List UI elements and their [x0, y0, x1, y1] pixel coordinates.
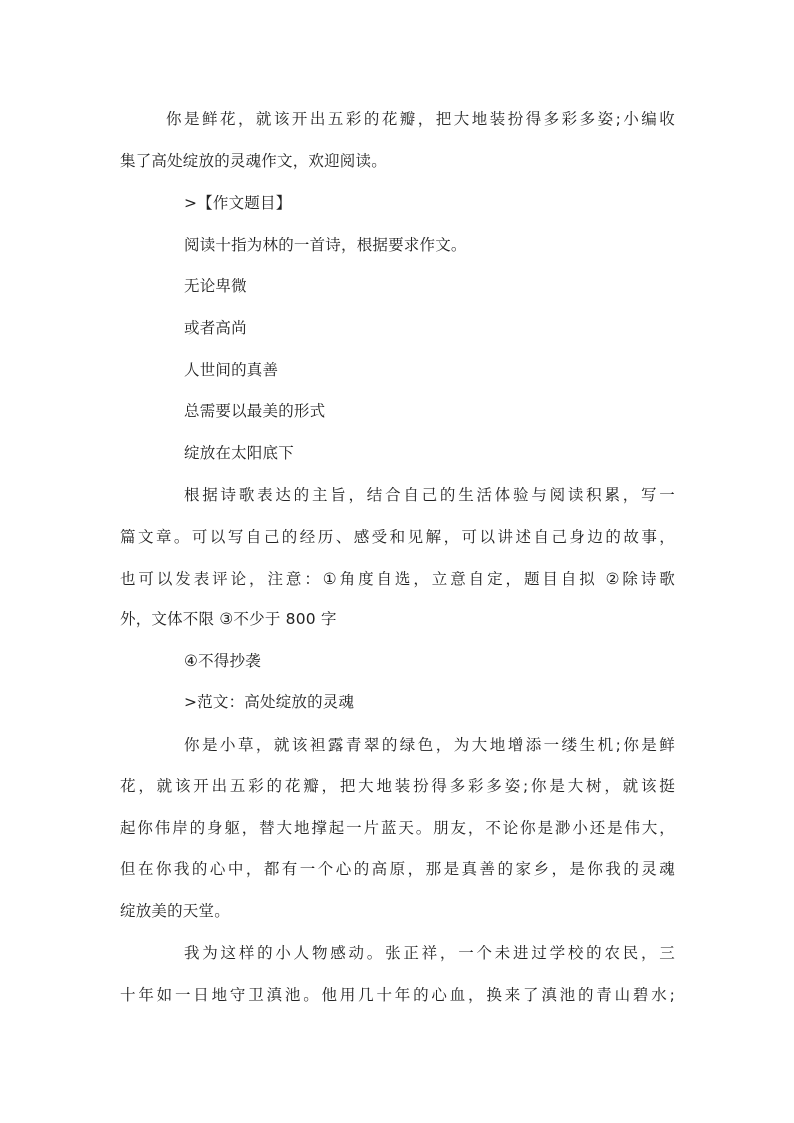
poem-line: 或者高尚	[184, 319, 247, 337]
poem-line: 无论卑微	[184, 277, 247, 295]
paragraph-line: ④不得抄袭	[184, 652, 261, 670]
paragraph-line: 也可以发表评论，注意：①角度自选，立意自定，题目自拟 ②除诗歌	[120, 570, 675, 588]
paragraph-line: 起你伟岸的身躯，替大地撑起一片蓝天。朋友，不论你是渺小还是伟大，	[120, 819, 675, 837]
paragraph-line: 花，就该开出五彩的花瓣，把大地装扮得多彩多姿;你是大树，就该挺	[120, 777, 675, 795]
paragraph-line: 你是鲜花，就该开出五彩的花瓣，把大地装扮得多彩多姿;小编收	[166, 110, 675, 128]
paragraph-line: 外，文体不限 ③不少于 800 字	[120, 610, 337, 628]
paragraph-line: 我为这样的小人物感动。张正祥，一个未进过学校的农民，三	[184, 944, 675, 962]
paragraph-line: 绽放美的天堂。	[120, 902, 230, 920]
poem-line: 人世间的真善	[184, 361, 279, 379]
section-heading: >范文：高处绽放的灵魂	[184, 693, 355, 711]
poem-line: 总需要以最美的形式	[184, 402, 326, 420]
paragraph-line: 十年如一日地守卫滇池。他用几十年的心血，换来了滇池的青山碧水;	[120, 986, 675, 1004]
poem-line: 绽放在太阳底下	[184, 444, 294, 462]
paragraph-line: 根据诗歌表达的主旨，结合自己的生活体验与阅读积累，写一	[184, 486, 675, 504]
paragraph-line: 阅读十指为林的一首诗，根据要求作文。	[184, 236, 467, 254]
section-heading: >【作文题目】	[184, 194, 292, 212]
paragraph-line: 你是小草，就该袒露青翠的绿色，为大地增添一缕生机;你是鲜	[184, 736, 675, 754]
paragraph-line: 篇文章。可以写自己的经历、感受和见解，可以讲述自己身边的故事，	[120, 528, 675, 546]
paragraph-line: 集了高处绽放的灵魂作文，欢迎阅读。	[120, 152, 387, 170]
paragraph-line: 但在你我的心中，都有一个心的高原，那是真善的家乡，是你我的灵魂	[120, 860, 675, 878]
